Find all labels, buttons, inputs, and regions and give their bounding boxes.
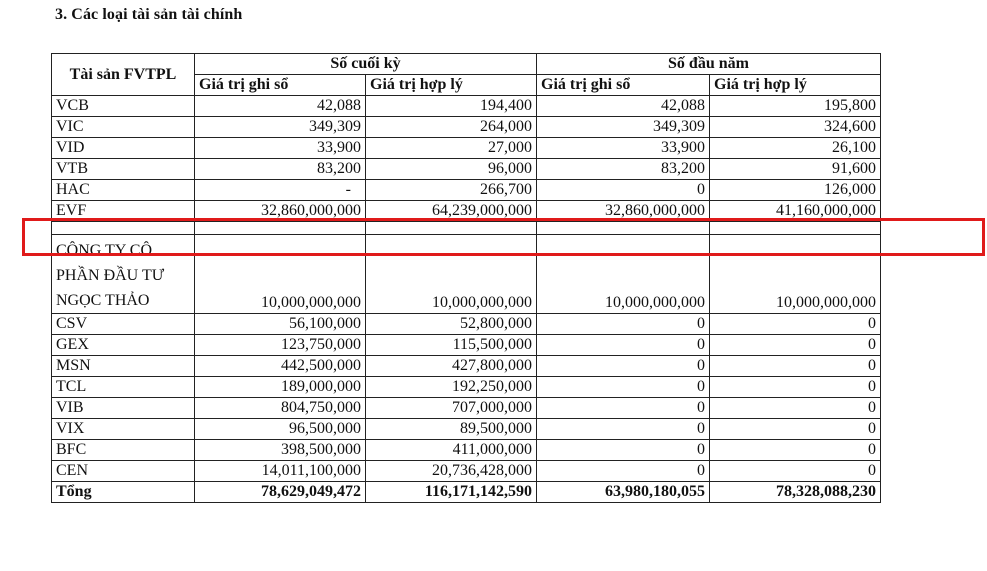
cell-value: 123,750,000 [195,335,366,356]
cell-value: 192,250,000 [366,377,537,398]
cell-value: 32,860,000,000 [195,201,366,222]
row-name: MSN [52,356,195,377]
cell-value: 0 [710,314,881,335]
cell-value: 0 [537,419,710,440]
row-name: BFC [52,440,195,461]
cell-value: - [195,180,366,201]
cell-value: 42,088 [537,96,710,117]
cell-value: 96,000 [366,159,537,180]
cell-value: 349,309 [537,117,710,138]
cell-value: 0 [710,356,881,377]
cell-value: 324,600 [710,117,881,138]
row-name: EVF [52,201,195,222]
cell-value: 427,800,000 [366,356,537,377]
col-header-fair-value-start: Giá trị hợp lý [710,75,881,96]
cell-value: 0 [537,335,710,356]
cell-value: 126,000 [710,180,881,201]
table-row [52,356,881,377]
cell-value: 195,800 [710,96,881,117]
cell-value: 10,000,000,000 [366,235,537,314]
row-name: VIX [52,419,195,440]
cell-value: 115,500,000 [366,335,537,356]
cell-value: 0 [537,461,710,482]
col-header-book-value-start: Giá trị ghi sổ [537,75,710,96]
total-value: 78,328,088,230 [710,482,881,503]
total-value: 63,980,180,055 [537,482,710,503]
cell-value: 41,160,000,000 [710,201,881,222]
cell-value: 10,000,000,000 [710,235,881,314]
cell-value: 194,400 [366,96,537,117]
cell-value: 32,860,000,000 [537,201,710,222]
row-header: Tài sản FVTPL [52,54,195,96]
cell-value: 56,100,000 [195,314,366,335]
row-name: CÔNG TY CÔ PHẦN ĐẦU TƯ NGỌC THẢO [52,235,195,314]
cell-value: 20,736,428,000 [366,461,537,482]
col-header-fair-value-end: Giá trị hợp lý [366,75,537,96]
row-name: CEN [52,461,195,482]
total-value: 116,171,142,590 [366,482,537,503]
total-row [52,482,881,503]
row-name: GEX [52,335,195,356]
cell-value: 0 [710,419,881,440]
cell-value: 89,500,000 [366,419,537,440]
cell-value: 96,500,000 [195,419,366,440]
cell-value: 0 [710,377,881,398]
row-name: VTB [52,159,195,180]
table-row [52,159,881,180]
row-name: VCB [52,96,195,117]
section-heading: 3. Các loại tài sản tài chính [55,6,243,23]
cell-value: 83,200 [195,159,366,180]
table-row [52,138,881,159]
cell-value: 0 [710,440,881,461]
cell-value: 0 [710,398,881,419]
table-row [52,440,881,461]
fvtpl-table [51,53,881,503]
cell-value: 33,900 [537,138,710,159]
cell-value: 42,088 [195,96,366,117]
col-header-book-value-end: Giá trị ghi sổ [195,75,366,96]
cell-value: 349,309 [195,117,366,138]
cell-value: 442,500,000 [195,356,366,377]
cell-value: 0 [537,440,710,461]
cell-value: 266,700 [366,180,537,201]
table-row [52,180,881,201]
cell-value: 83,200 [537,159,710,180]
cell-value: 26,100 [710,138,881,159]
total-value: 78,629,049,472 [195,482,366,503]
table-row [52,398,881,419]
table-row [52,117,881,138]
cell-value: 398,500,000 [195,440,366,461]
row-name: VIC [52,117,195,138]
cell-value: 0 [537,180,710,201]
cell-value: 10,000,000,000 [195,235,366,314]
cell-value: 189,000,000 [195,377,366,398]
cell-value: 804,750,000 [195,398,366,419]
cell-value: 264,000 [366,117,537,138]
cell-value: 707,000,000 [366,398,537,419]
cell-value: 0 [537,377,710,398]
cell-value: 0 [710,335,881,356]
cell-value: 91,600 [710,159,881,180]
cell-value: 52,800,000 [366,314,537,335]
row-name: TCL [52,377,195,398]
cell-value: 10,000,000,000 [537,235,710,314]
cell-value: 411,000,000 [366,440,537,461]
group-header-end-period: Số cuối kỳ [195,54,537,75]
cell-value: 64,239,000,000 [366,201,537,222]
row-name: VID [52,138,195,159]
cell-value: 27,000 [366,138,537,159]
cell-value: 14,011,100,000 [195,461,366,482]
table-row [52,461,881,482]
table-row [52,314,881,335]
group-header-start-year: Số đầu năm [537,54,881,75]
table-row [52,419,881,440]
cell-value: 0 [537,398,710,419]
cell-value: 33,900 [195,138,366,159]
total-label: Tổng [52,482,195,503]
cell-value: 0 [537,314,710,335]
red-highlight-box [22,218,985,256]
table-row [52,96,881,117]
table-row [52,335,881,356]
cell-value: 0 [537,356,710,377]
table-row [52,377,881,398]
row-name: CSV [52,314,195,335]
row-name: HAC [52,180,195,201]
cell-value: 0 [710,461,881,482]
row-name: VIB [52,398,195,419]
